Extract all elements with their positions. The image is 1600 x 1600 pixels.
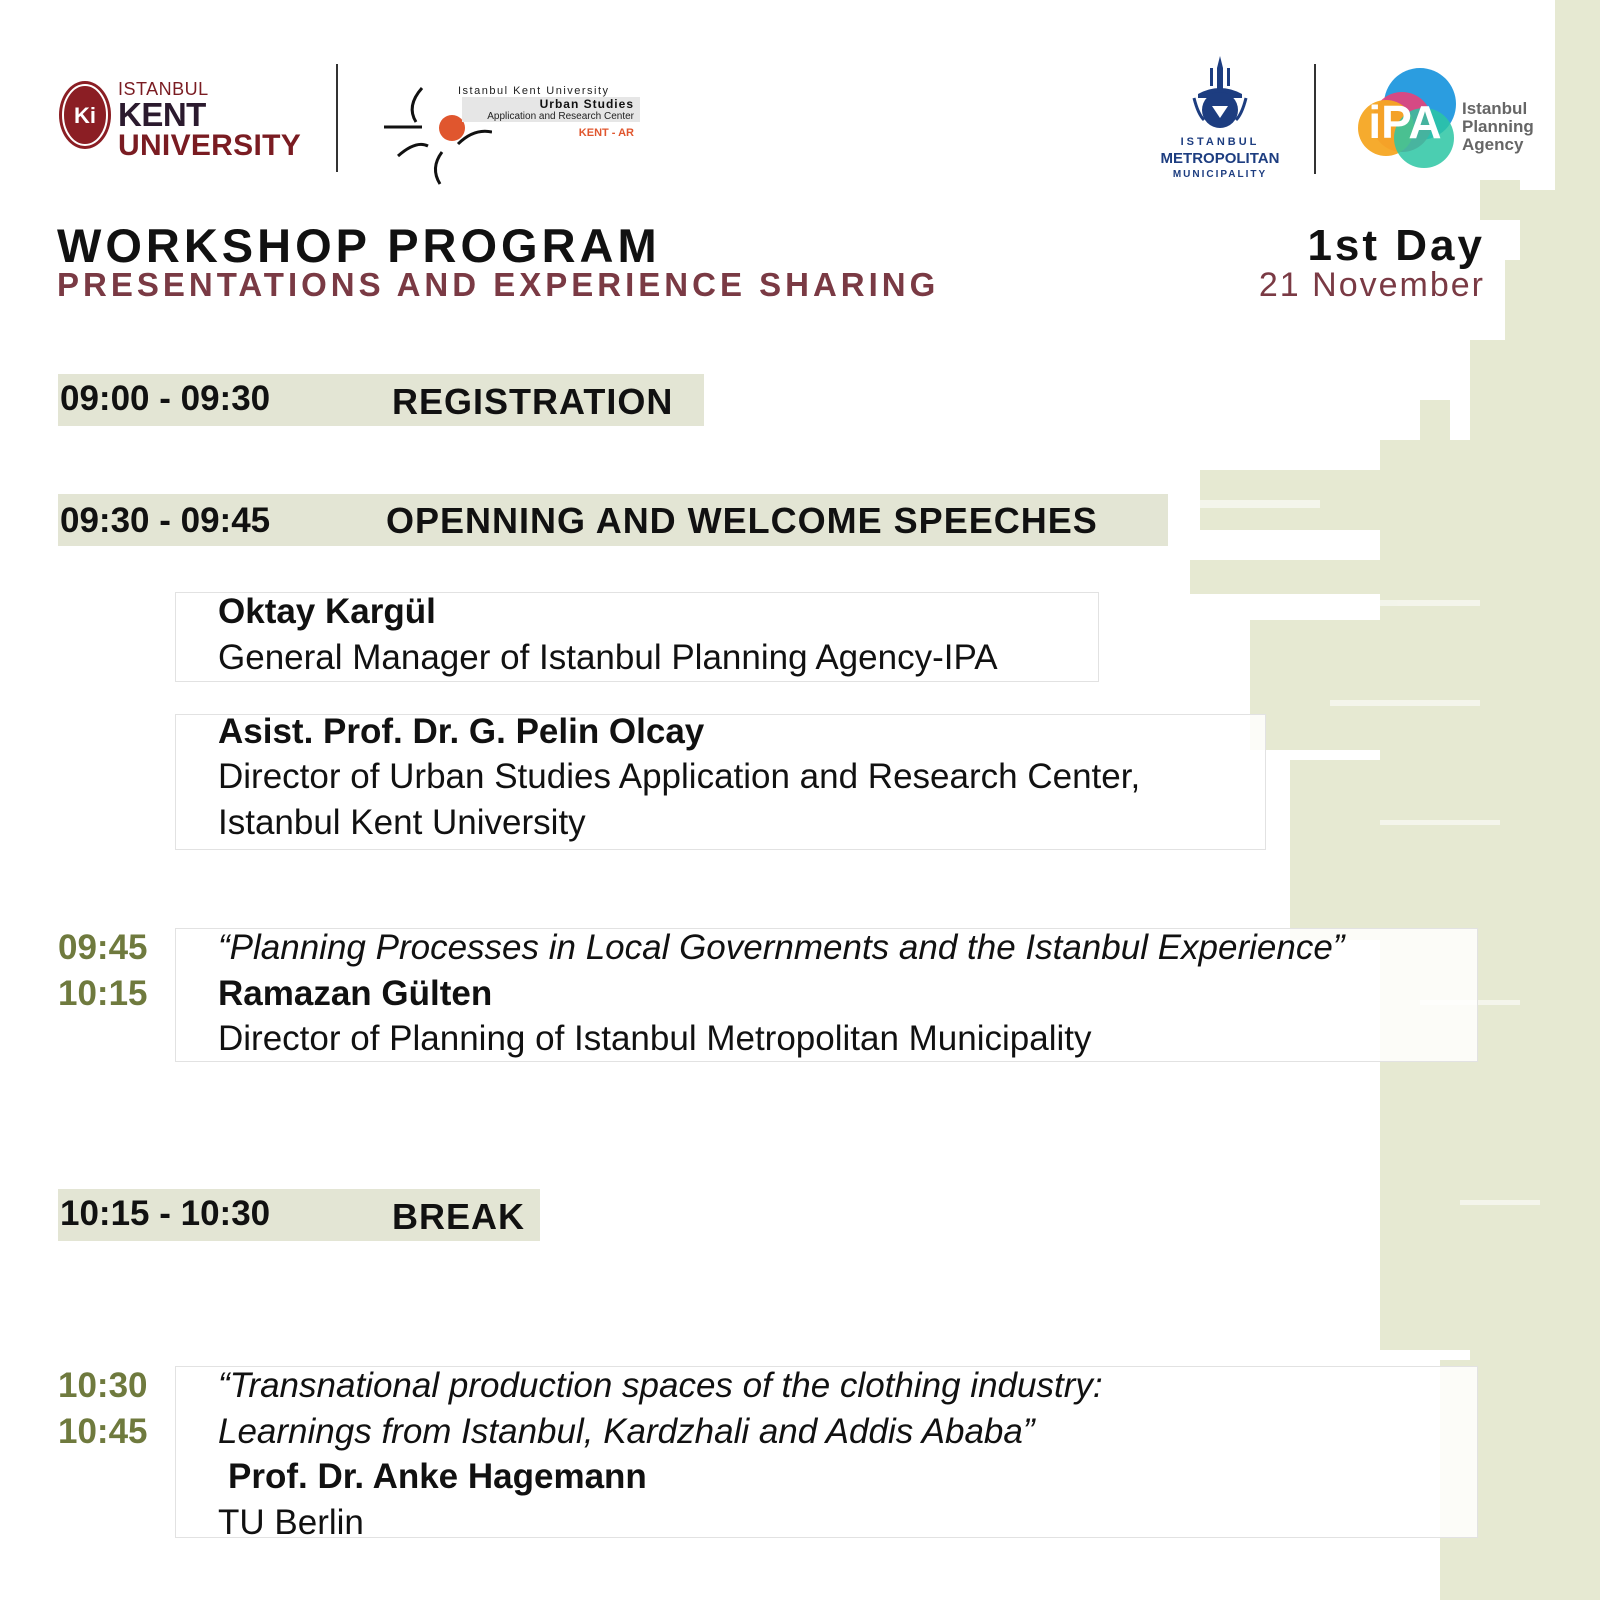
ipa-emblem-icon [1350,66,1460,176]
talk-end-time: 10:45 [58,1412,148,1451]
ipa-line3: Agency [1462,135,1524,154]
kent-ar-line3: Application and Research Center [462,111,640,122]
kent-ar-line4: KENT - AR [578,127,634,139]
speaker-affiliation: Istanbul Kent University [218,803,586,842]
talk-title: “Planning Processes in Local Governments and the Istanbul Experience” [218,928,1345,967]
session-opening [58,494,1168,546]
session-label: BREAK [392,1196,526,1237]
talk-start-time: 09:45 [58,928,148,967]
page-title: WORKSHOP PROGRAM [57,219,661,272]
page-subtitle: PRESENTATIONS AND EXPERIENCE SHARING [57,266,940,303]
talk-end-time: 10:15 [58,974,148,1013]
speaker-affiliation: TU Berlin [218,1503,364,1542]
kent-logo-line2: KENT [118,96,206,133]
session-registration [58,374,704,426]
kent-logo-line3: UNIVERSITY [118,129,302,162]
ibb-line2: METROPOLITAN [1160,150,1280,167]
session-label: REGISTRATION [392,381,674,422]
speaker-name: Ramazan Gülten [218,974,493,1013]
session-break [58,1189,540,1241]
kent-emblem-icon [58,80,112,150]
speaker-name: Prof. Dr. Anke Hagemann [228,1457,647,1496]
talk-start-time: 10:30 [58,1366,148,1405]
kent-ar-line2: Urban Studies [462,97,640,111]
svg-text:Ki: Ki [74,103,96,128]
speaker-role: Director of Urban Studies Application and Research Center, [218,757,1141,796]
svg-text:iPA: iPA [1368,96,1442,148]
ibb-emblem-icon [1190,54,1250,130]
kent-logo-line1: ISTANBUL [118,79,209,99]
session-time: 09:00 - 09:30 [60,379,271,418]
speaker-role: General Manager of Istanbul Planning Agency-IPA [218,638,998,677]
speaker-name: Oktay Kargül [218,592,436,631]
ipa-line2: Planning [1462,117,1534,136]
logo-divider-right [1314,64,1316,174]
speaker-role: Director of Planning of Istanbul Metropolitan Municipality [218,1019,1092,1058]
kent-ar-line1: Istanbul Kent University [458,85,610,97]
ibb-line1: ISTANBUL [1180,136,1260,148]
logo-divider [336,64,338,172]
talk-title-line2: Learnings from Istanbul, Kardzhali and Addis Ababa” [218,1412,1035,1451]
session-label: OPENNING AND WELCOME SPEECHES [386,500,1098,541]
session-time: 10:15 - 10:30 [60,1194,271,1233]
session-time: 09:30 - 09:45 [60,501,271,540]
ipa-line1: Istanbul [1462,99,1528,118]
ibb-line3: MUNICIPALITY [1172,169,1268,180]
talk-title: “Transnational production spaces of the clothing industry: [218,1366,1103,1405]
date-label: 21 November [1258,266,1485,304]
day-label: 1st Day [1307,221,1485,270]
speaker-name: Asist. Prof. Dr. G. Pelin Olcay [218,712,705,751]
